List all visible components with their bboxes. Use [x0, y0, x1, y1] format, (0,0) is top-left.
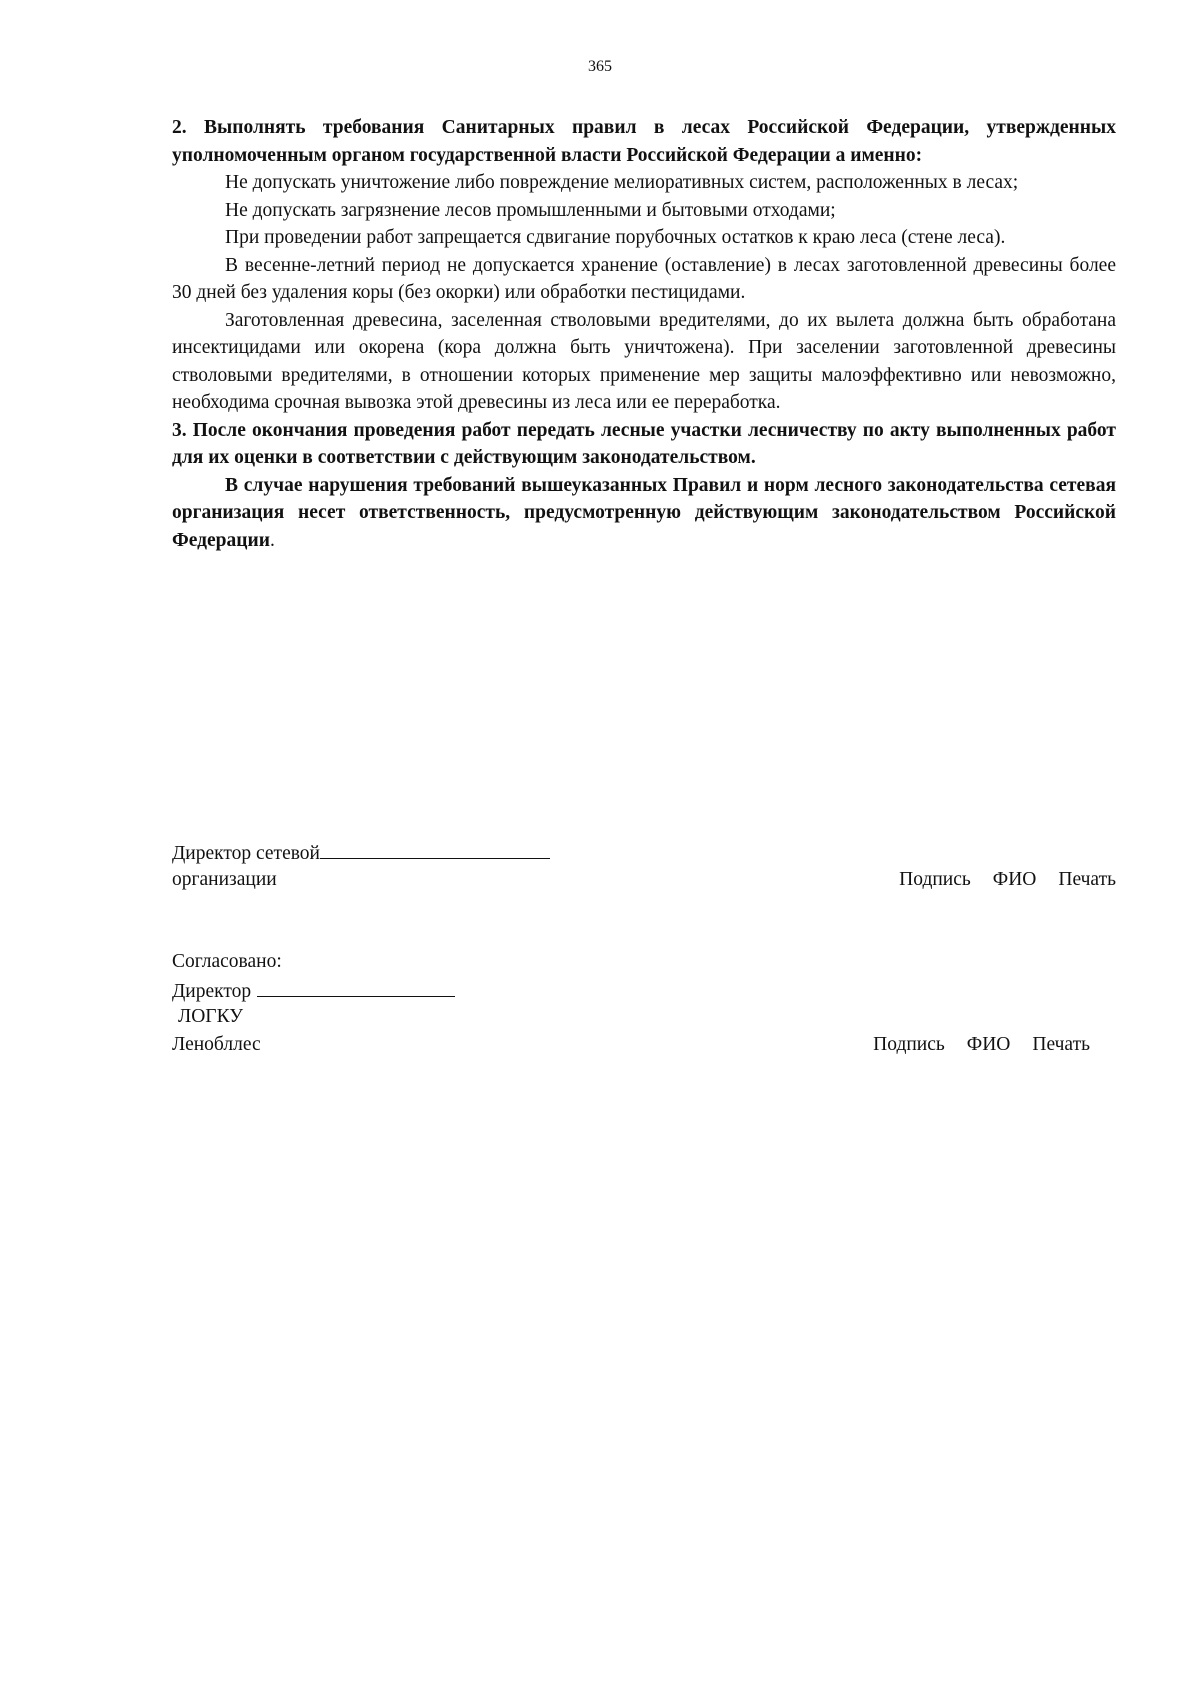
director-label: Директор	[172, 980, 252, 1002]
signature-row	[172, 948, 1116, 976]
signature-row	[172, 838, 1116, 866]
organization-label: организации	[172, 868, 277, 890]
section-2-heading: 2. Выполнять требования Санитарных правил в лесах Российской Федерации, утвержденных уполномоченным органом государственной власти Российской Федерации а именно:	[172, 117, 1116, 166]
signature-row	[172, 1003, 1116, 1031]
organization-name: Ленобллес	[172, 1033, 261, 1055]
sign-label: Подпись	[873, 1033, 945, 1055]
agreed-signature-block	[172, 948, 1116, 1058]
document-body	[172, 114, 1116, 554]
section-2-item: Заготовленная древесина, заселенная стволовыми вредителями, до их вылета должна быть обработана инсектицидами или окорена (кора должна быть уничтожена). При заселении заготовленной древесины стволовыми вредителями, в отношении которых применение мер защиты малоэффективно или невозможно, необходима срочная вывозка этой древесины из леса или ее переработка.	[172, 309, 1116, 413]
sign-label: Подпись	[899, 868, 971, 890]
director-label: Директор сетевой	[172, 843, 320, 864]
signature-line	[257, 976, 455, 997]
signature-line	[320, 838, 550, 859]
section-2-item: В весенне-летний период не допускается хранение (оставление) в лесах заготовленной древесины более 30 дней без удаления коры (без окорки) или обработки пестицидами.	[172, 254, 1116, 303]
section-2-item: При проведении работ запрещается сдвигание порубочных остатков к краю леса (стене леса).	[225, 227, 1006, 248]
section-3-heading: 3. После окончания проведения работ передать лесные участки лесничеству по акту выполненных работ для их оценки в соответствии с действующим законодательством.	[172, 419, 1116, 468]
agreed-label: Согласовано:	[172, 951, 282, 972]
signature-row	[172, 866, 1116, 894]
stamp-label: Печать	[1032, 1033, 1090, 1055]
stamp-label: Печать	[1058, 868, 1116, 890]
page-number: 365	[588, 58, 612, 75]
director-signature-block	[172, 838, 1116, 893]
name-label: ФИО	[992, 868, 1037, 890]
liability-period: .	[269, 529, 275, 551]
section-2-item: Не допускать уничтожение либо повреждение мелиоративных систем, расположенных в лесах;	[225, 172, 1019, 193]
signature-fields	[873, 1031, 1090, 1059]
signature-fields	[899, 866, 1116, 894]
liability-text: В случае нарушения требований вышеуказанных Правил и норм лесного законодательства сетевая организация несет ответственность, предусмотренную действующим законодательством Российской Федерации	[172, 474, 1116, 551]
organization-label: ЛОГКУ	[178, 1006, 244, 1027]
section-2-item: Не допускать загрязнение лесов промышленными и бытовыми отходами;	[225, 199, 836, 221]
name-label: ФИО	[966, 1033, 1011, 1055]
signature-row	[172, 1031, 1116, 1059]
liability-paragraph	[172, 472, 1116, 555]
signature-row	[172, 976, 1116, 1004]
